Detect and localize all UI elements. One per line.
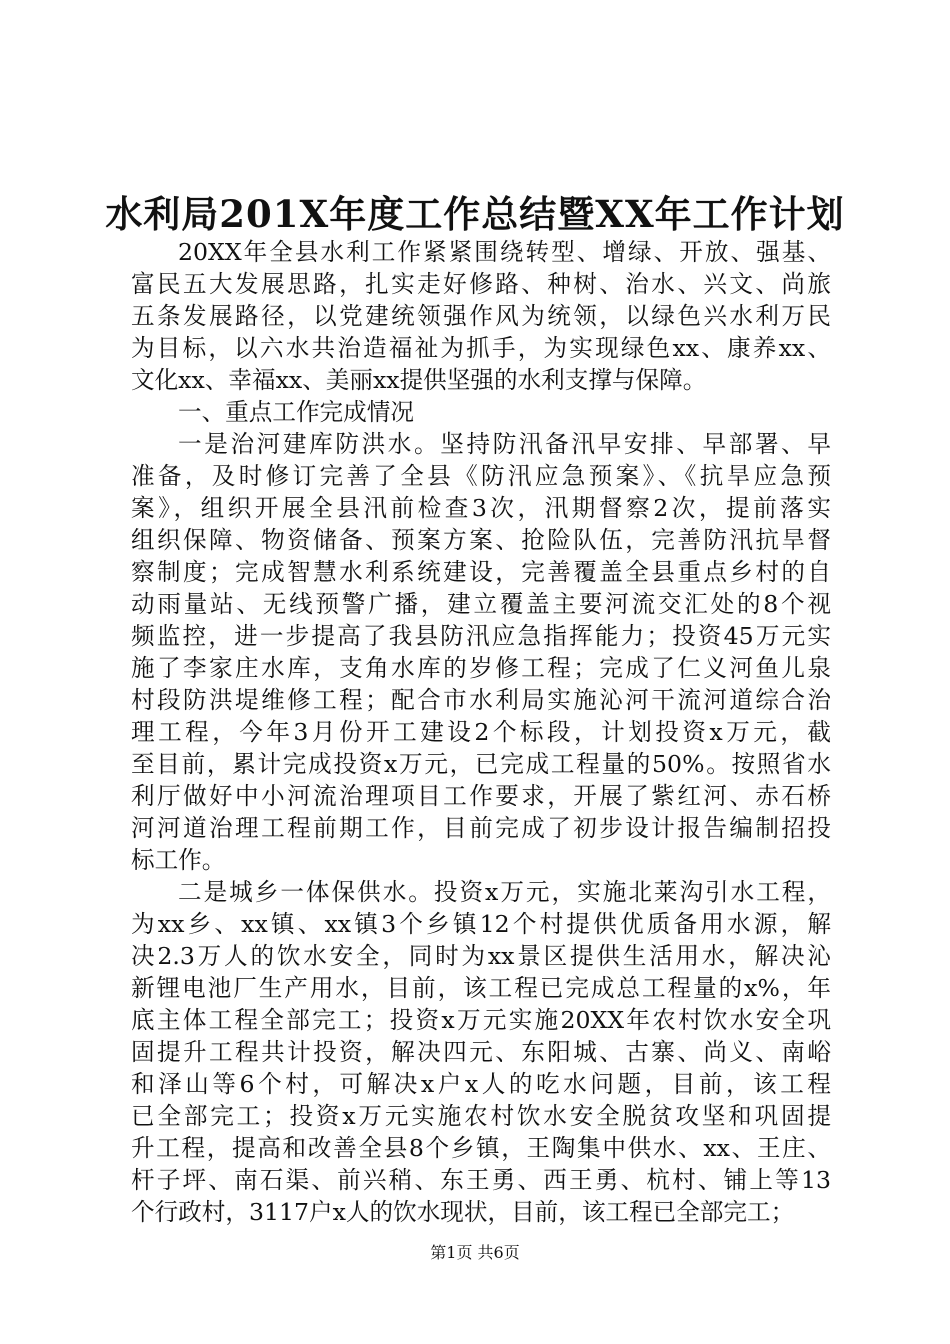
paragraph-line: 河河道治理工程前期工作，目前完成了初步设计报告编制招投 [131, 814, 831, 842]
paragraph-line: 二是城乡一体保供水。投资x万元，实施北莱沟引水工程， [178, 878, 831, 906]
paragraph-line: 富民五大发展思路，扎实走好修路、种树、治水、兴文、尚旅 [131, 270, 831, 298]
paragraph-line: 组织保障、物资储备、预案方案、抢险队伍，完善防汛抗旱督 [131, 526, 831, 554]
paragraph-line: 文化xx、幸福xx、美丽xx提供坚强的水利支撑与保障。 [131, 366, 707, 394]
paragraph-line: 升工程，提高和改善全县8个乡镇，王陶集中供水、xx、王庄、 [131, 1134, 831, 1162]
paragraph-line: 为xx乡、xx镇、xx镇3个乡镇12个村提供优质备用水源，解 [131, 910, 831, 938]
paragraph-line: 动雨量站、无线预警广播，建立覆盖主要河流交汇处的8个视 [131, 590, 831, 618]
document-body [131, 236, 831, 1228]
paragraph-line: 标工作。 [131, 846, 226, 874]
paragraph-line: 和泽山等6个村，可解决x户x人的吃水问题，目前，该工程 [131, 1070, 831, 1098]
document-title: 水利局201X年度工作总结暨XX年工作计划 [105, 192, 845, 236]
paragraph-line: 至目前，累计完成投资x万元，已完成工程量的50%。按照省水 [131, 750, 831, 778]
paragraph-line: 底主体工程全部完工；投资x万元实施20XX年农村饮水安全巩 [131, 1006, 831, 1034]
paragraph-line: 一、重点工作完成情况 [178, 398, 414, 426]
paragraph-line: 利厅做好中小河流治理项目工作要求，开展了紫红河、赤石桥 [131, 782, 831, 810]
paragraph-line: 察制度；完成智慧水利系统建设，完善覆盖全县重点乡村的自 [131, 558, 831, 586]
paragraph [131, 876, 831, 1228]
paragraph-line: 五条发展路径，以党建统领强作风为统领，以绿色兴水利万民 [131, 302, 831, 330]
paragraph-line: 频监控，进一步提高了我县防汛应急指挥能力；投资45万元实 [131, 622, 831, 650]
paragraph [131, 236, 831, 396]
paragraph-line: 新锂电池厂生产用水，目前，该工程已完成总工程量的x%，年 [131, 974, 831, 1002]
paragraph-line: 案》，组织开展全县汛前检查3次，汛期督察2次，提前落实 [131, 494, 831, 522]
paragraph-line: 20XX年全县水利工作紧紧围绕转型、增绿、开放、强基、 [178, 238, 831, 266]
page-footer: 第1页 共6页 [430, 1243, 520, 1262]
paragraph-line: 杆子坪、南石渠、前兴稍、东王勇、西王勇、杭村、铺上等13 [131, 1166, 831, 1194]
paragraph-line: 施了李家庄水库，支角水库的岁修工程；完成了仁义河鱼儿泉 [131, 654, 831, 682]
paragraph-line: 个行政村，3117户x人的饮水现状，目前，该工程已全部完工； [131, 1198, 795, 1226]
paragraph-line: 村段防洪堤维修工程；配合市水利局实施沁河干流河道综合治 [131, 686, 831, 714]
paragraph-line: 已全部完工；投资x万元实施农村饮水安全脱贫攻坚和巩固提 [131, 1102, 831, 1130]
paragraph-line: 一是治河建库防洪水。坚持防汛备汛早安排、早部署、早 [178, 430, 831, 458]
paragraph-line: 固提升工程共计投资，解决四元、东阳城、古寨、尚义、南峪 [131, 1038, 831, 1066]
paragraph-line: 准备，及时修订完善了全县《防汛应急预案》、《抗旱应急预 [131, 462, 831, 490]
paragraph-line: 理工程，今年3月份开工建设2个标段，计划投资x万元，截 [131, 718, 831, 746]
paragraph [131, 428, 831, 876]
paragraph [131, 396, 831, 428]
paragraph-line: 决2.3万人的饮水安全，同时为xx景区提供生活用水，解决沁 [131, 942, 831, 970]
paragraph-line: 为目标，以六水共治造福祉为抓手，为实现绿色xx、康养xx、 [131, 334, 831, 362]
